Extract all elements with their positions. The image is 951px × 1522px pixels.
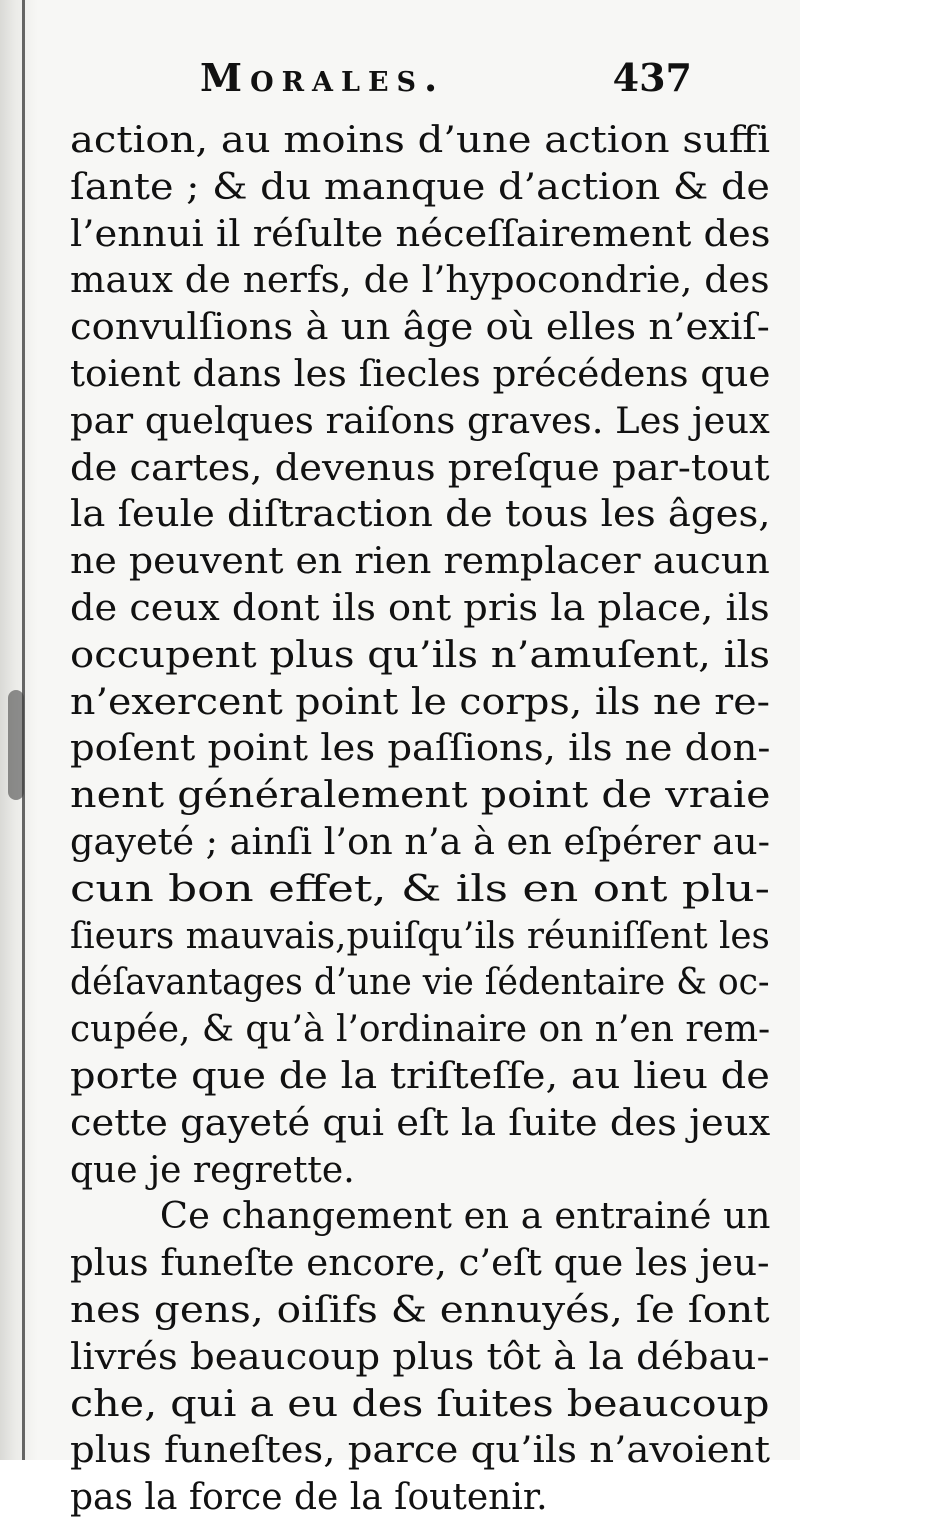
text-line: nes gens, oiſifs & ennuyés, ſe ſont [70,1289,770,1331]
text-line: toient dans les ſiecles précédens que [70,353,771,395]
text-line: cupée, & qu’à l’ordinaire on n’en rem- [70,1009,771,1051]
text-line: cette gayeté qui eſt la ſuite des jeux [70,1102,771,1144]
binding-shadow [8,690,24,800]
body-text [70,118,770,1522]
paragraph-start-line: Ce changement en a entrainé un [159,1196,771,1238]
text-line: nent généralement point de vraie [70,775,771,817]
text-line: déſavantages d’une vie ſédentaire & oc- [70,962,770,1004]
text-line: ſante ; & du manque d’action & de [70,166,770,208]
text-line: livrés beaucoup plus tôt à la débau- [70,1336,770,1378]
text-line: de cartes, devenus preſque par-tout [70,447,770,489]
text-line: par quelques raiſons graves. Les jeux [70,400,770,442]
text-line: que je regrette. [70,1149,355,1191]
text-line: ne peuvent en rien remplacer aucun [70,541,770,583]
text-line: l’ennui il réſulte néceſſairement des [70,213,771,255]
page-number: 437 [612,55,692,100]
text-line: maux de nerfs, de l’hypocondrie, des [70,260,770,302]
text-line: plus funeſte encore, c’eſt que les jeu- [70,1243,770,1285]
text-line: n’exercent point le corps, ils ne re- [70,681,770,723]
text-line: occupent plus qu’ils n’amuſent, ils [70,634,770,676]
page-header [200,48,700,108]
text-line: la ſeule diſtraction de tous les âges, [70,494,771,536]
text-line: pas la force de la ſoutenir. [70,1477,548,1519]
running-head: Morales. [200,55,446,100]
text-line: convulſions à un âge où elles n’exiſ- [70,307,770,349]
text-line: che, qui a eu des ſuites beaucoup [70,1383,770,1425]
text-line: cun bon effet, & ils en ont plu- [70,868,770,910]
text-line: plus funeſtes, parce qu’ils n’avoient [70,1430,770,1472]
text-line: de ceux dont ils ont pris la place, ils [70,587,770,629]
text-line: porte que de la triſteſſe, au lieu de [70,1055,770,1097]
text-line: ſieurs mauvais,puiſqu’ils réuniſſent les [70,915,770,957]
text-line: poſent point les paſſions, ils ne don- [70,728,771,770]
text-line: action, au moins d’une action suffi [70,120,771,161]
text-line: gayeté ; ainſi l’on n’a à en eſpérer au- [70,821,770,863]
